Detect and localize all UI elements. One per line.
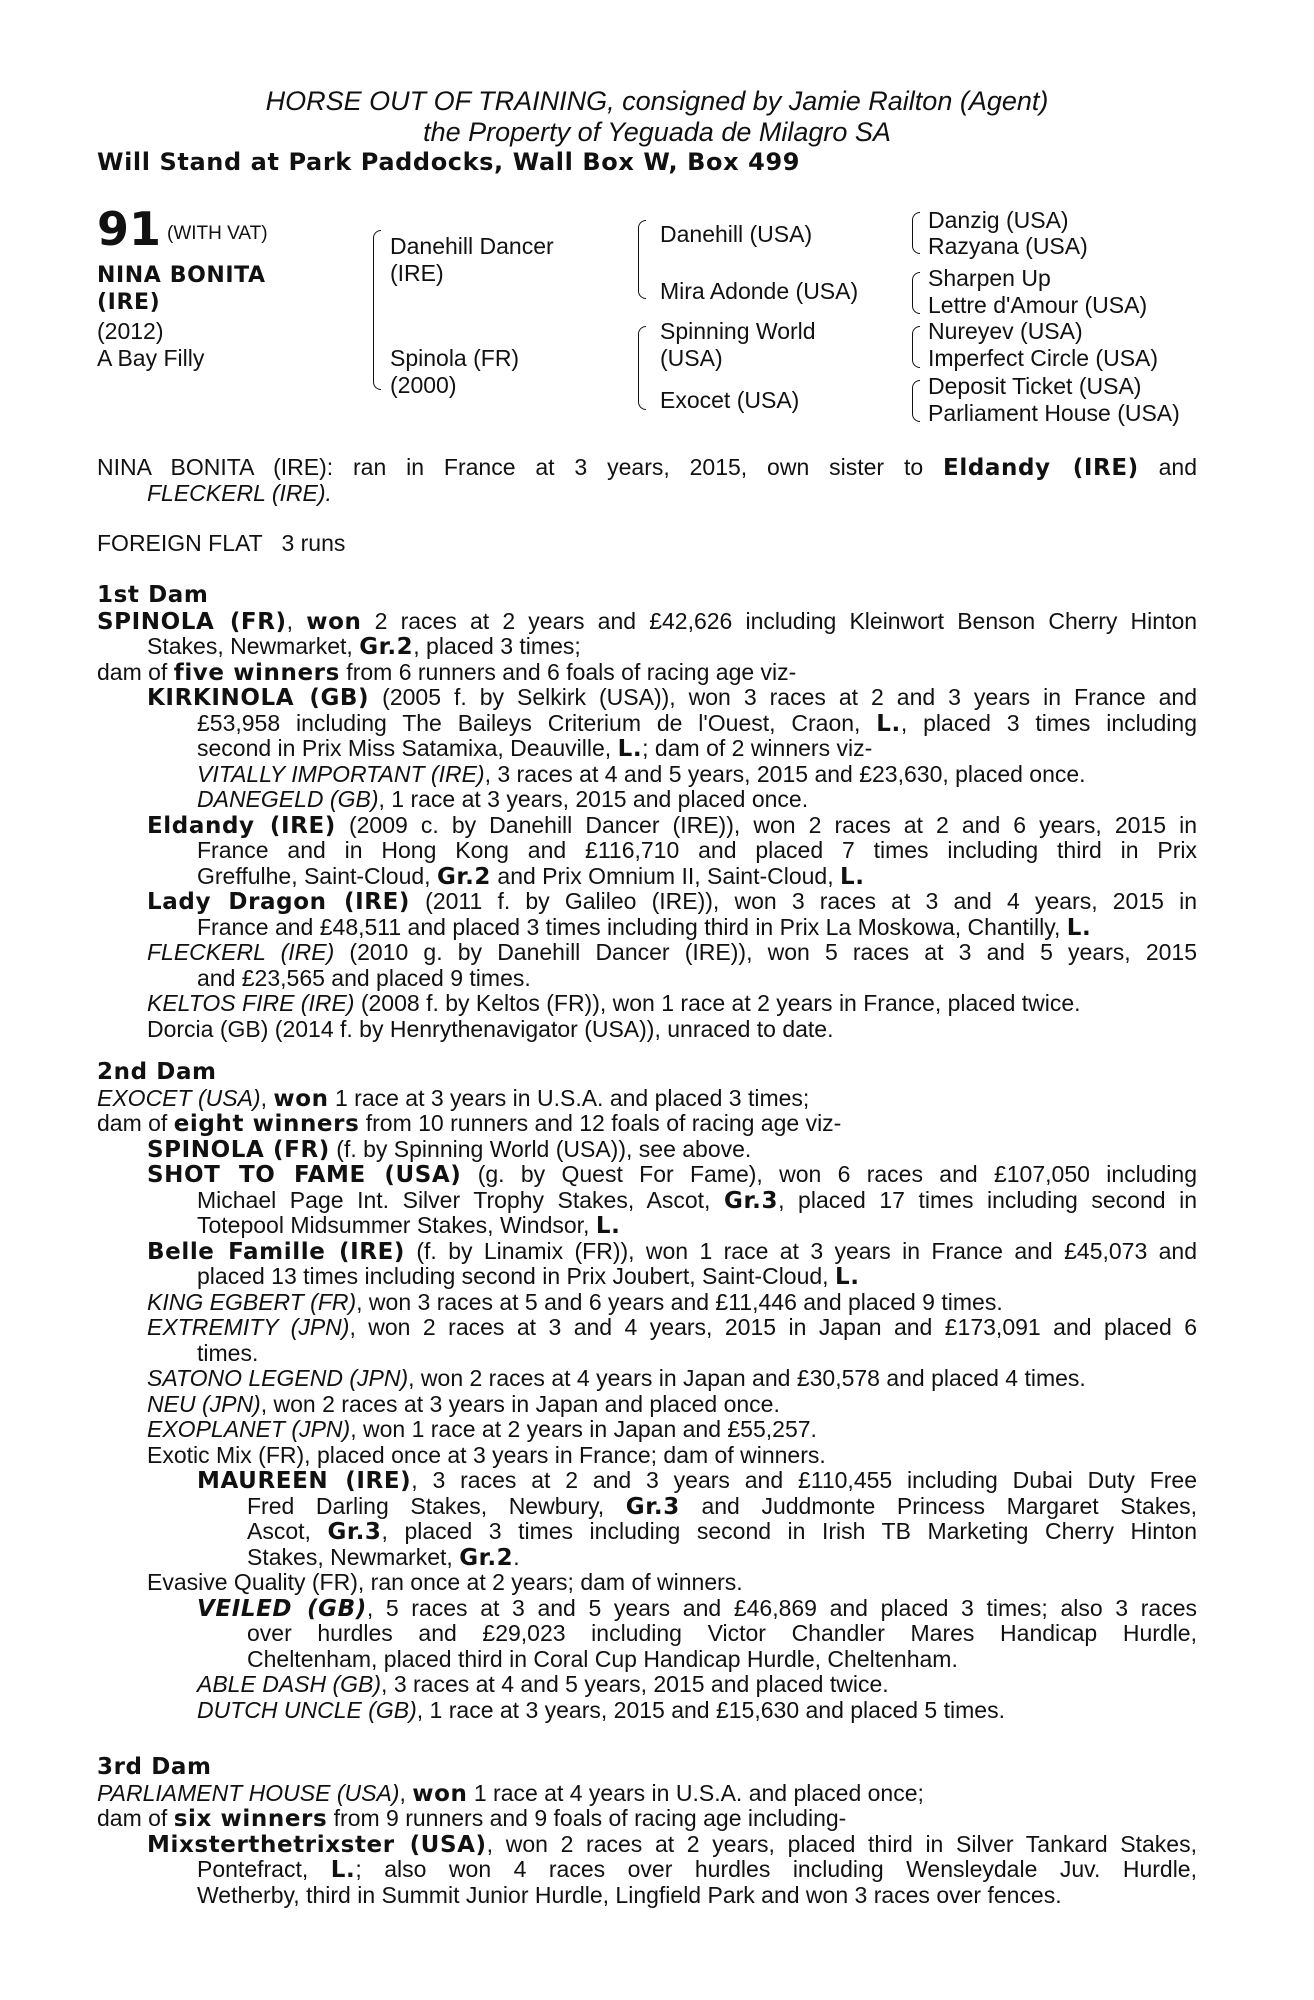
text: EXOPLANET (JPN) xyxy=(147,1416,351,1442)
text: dam of xyxy=(97,1805,174,1831)
text: (2005 f. by Selkirk (USA)), won 3 races at 2 and 3 years in France and xyxy=(369,684,1197,710)
sire-parents-bracket xyxy=(638,220,646,299)
text: , placed 17 times including second in xyxy=(778,1186,1197,1213)
gen3-bracket-1 xyxy=(912,212,920,254)
text: , won 2 races at 4 years in Japan and £30,578 and placed 4 times. xyxy=(408,1365,1086,1391)
text: from 10 runners and 12 foals of racing age viz- xyxy=(359,1110,842,1136)
text: (2011 f. by Galileo (IRE)), won 3 races at 3 and 4 years, 2015 in xyxy=(410,888,1197,914)
produce-lady-dragon-cont xyxy=(97,915,1197,941)
text: KELTOS FIRE (IRE) xyxy=(147,990,355,1016)
text: L. xyxy=(617,736,643,762)
text: L. xyxy=(834,1264,860,1290)
pedigree-dss: Nureyev (USA) xyxy=(928,318,1083,344)
produce-fleckerl xyxy=(97,940,1197,966)
text: Totepool Midsummer Stakes, Windsor, xyxy=(197,1212,596,1238)
text: won xyxy=(412,1780,468,1807)
text: , xyxy=(260,1084,274,1111)
produce-veiled xyxy=(97,1596,1197,1622)
text: , xyxy=(399,1779,413,1806)
text: VEILED (GB) xyxy=(197,1595,367,1622)
produce-evasive-quality: Evasive Quality (FR), ran once at 2 years; dam of winners. xyxy=(147,1569,743,1595)
produce-maureen-cont xyxy=(97,1494,1197,1520)
text: from 9 runners and 9 foals of racing age including- xyxy=(327,1805,847,1831)
text: Michael Page Int. Silver Trophy Stakes, Ascot, xyxy=(197,1186,724,1213)
text: Ascot, xyxy=(247,1518,328,1544)
second-dam-produce-intro xyxy=(97,1111,1197,1137)
vat-note: (WITH VAT) xyxy=(167,223,268,244)
text: second in Prix Miss Satamixa, Deauville, xyxy=(197,735,618,761)
text: eight winners xyxy=(173,1111,360,1137)
produce-dorcia: Dorcia (GB) (2014 f. by Henrythenavigator (USA)), unraced to date. xyxy=(147,1015,834,1042)
text: L. xyxy=(595,1213,621,1239)
produce-vitally-important xyxy=(97,762,1197,788)
summary-line-1 xyxy=(97,455,1197,481)
text: DUTCH UNCLE (GB) xyxy=(197,1696,417,1723)
text: won xyxy=(273,1085,329,1112)
text: £53,958 including The Baileys Criterium de l'Ouest, Craon, xyxy=(197,709,877,736)
text: VITALLY IMPORTANT (IRE) xyxy=(197,760,485,787)
text: 2 races at 2 years and £42,626 including Kleinwort Benson Cherry Hinton xyxy=(361,607,1198,634)
produce-mixsterthetrixster xyxy=(97,1832,1197,1858)
pedigree-dam-sire-1: Spinning World xyxy=(660,318,816,344)
text: DANEGELD (GB) xyxy=(197,786,379,812)
produce-king-egbert xyxy=(97,1290,1197,1316)
pedigree-sire-sire: Danehill (USA) xyxy=(660,221,813,247)
text: (2008 f. by Keltos (FR)), won 1 race at 2 years in France, placed twice. xyxy=(354,990,1081,1016)
text: Gr.2 xyxy=(359,634,414,660)
summary-and: and xyxy=(1158,454,1198,480)
gen3-bracket-3 xyxy=(912,326,920,368)
text: Gr.3 xyxy=(327,1519,382,1545)
text: L. xyxy=(876,710,901,737)
text: , xyxy=(286,607,307,634)
first-dam-produce-intro xyxy=(97,660,1197,686)
produce-mixsterthetrixster-cont xyxy=(97,1857,1197,1883)
produce-satono-legend xyxy=(97,1366,1197,1392)
produce-spinola xyxy=(97,1137,1197,1163)
text: , 3 races at 4 and 5 years, 2015 and £23,630, placed once. xyxy=(484,760,1086,787)
text: NEU (JPN) xyxy=(147,1390,261,1417)
produce-exotic-mix: Exotic Mix (FR), placed once at 3 years in France; dam of winners. xyxy=(147,1441,826,1468)
text: six winners xyxy=(173,1806,328,1832)
first-dam-section xyxy=(97,583,1197,1042)
pedigree-dam: Spinola (FR) xyxy=(390,345,520,371)
text: Eldandy (IRE) xyxy=(147,812,336,839)
first-dam-line xyxy=(97,609,1197,635)
text: L. xyxy=(1066,914,1092,941)
text: , placed 3 times including xyxy=(900,709,1197,736)
produce-kirkinola-cont xyxy=(97,711,1197,737)
text: 1 race at 4 years in U.S.A. and placed once; xyxy=(467,1779,924,1806)
produce-eldandy xyxy=(97,813,1197,839)
first-dam-line xyxy=(97,634,1197,660)
text: five winners xyxy=(173,659,340,686)
text: KING EGBERT (FR) xyxy=(147,1288,357,1315)
text: (2009 c. by Danehill Dancer (IRE)), won 2 races at 2 and 6 years, 2015 in xyxy=(335,811,1197,838)
text: 1 race at 3 years in U.S.A. and placed 3 times; xyxy=(328,1084,810,1111)
text: Mixsterthetrixster (USA) xyxy=(147,1831,487,1858)
text: SPINOLA (FR) xyxy=(147,1136,330,1163)
text: , won 1 race at 2 years in Japan and £55,257. xyxy=(350,1416,817,1442)
second-dam-heading: 2nd Dam xyxy=(97,1059,217,1085)
produce-shot-to-fame-cont xyxy=(97,1188,1197,1214)
produce-able-dash xyxy=(97,1672,1197,1698)
text: ABLE DASH (GB) xyxy=(197,1671,382,1697)
third-dam-name: PARLIAMENT HOUSE (USA) xyxy=(97,1779,400,1806)
sire-dam-bracket xyxy=(373,230,381,390)
produce-exoplanet xyxy=(97,1417,1197,1443)
pedigree-sss: Danzig (USA) xyxy=(928,207,1069,233)
text: . xyxy=(513,1543,520,1570)
summary-text: NINA BONITA (IRE): ran in France at 3 years, 2015, own sister to xyxy=(97,454,924,480)
produce-eldandy-cont: France and in Hong Kong and £116,710 and placed 7 times including third in Prix xyxy=(197,837,1197,863)
text: , won 2 races at 3 and 4 years, 2015 in Japan and £173,091 and placed 6 xyxy=(349,1314,1197,1340)
pedigree-sire-dam: Mira Adonde (USA) xyxy=(660,278,859,304)
summary-line-2: FLECKERL (IRE). xyxy=(147,479,332,506)
text: SHOT TO FAME (USA) xyxy=(147,1162,462,1188)
text: Fred Darling Stakes, Newbury, xyxy=(247,1492,626,1519)
text: (g. by Quest For Fame), won 6 races and £107,050 including xyxy=(461,1161,1197,1187)
lot-number-block xyxy=(97,202,268,256)
produce-kirkinola xyxy=(97,685,1197,711)
text: L. xyxy=(330,1857,356,1883)
text: Lady Dragon (IRE) xyxy=(147,889,410,915)
third-dam-heading: 3rd Dam xyxy=(97,1754,212,1780)
text: KIRKINOLA (GB) xyxy=(147,685,370,711)
text: (f. by Spinning World (USA)), see above. xyxy=(329,1135,752,1162)
text: placed 13 times including second in Prix Joubert, Saint-Cloud, xyxy=(197,1263,835,1289)
produce-veiled-cont: Cheltenham, placed third in Coral Cup Handicap Hurdle, Cheltenham. xyxy=(247,1645,958,1672)
produce-keltos-fire xyxy=(97,991,1197,1017)
produce-extremity xyxy=(97,1315,1197,1341)
text: Gr.2 xyxy=(436,863,492,890)
text: , 1 race at 3 years, 2015 and £15,630 and placed 5 times. xyxy=(416,1696,1005,1723)
third-dam-line xyxy=(97,1781,1197,1807)
pedigree-dds: Deposit Ticket (USA) xyxy=(928,373,1142,399)
produce-shot-to-fame xyxy=(97,1162,1197,1188)
gen3-bracket-4 xyxy=(912,380,920,422)
produce-extremity-cont: times. xyxy=(197,1339,259,1366)
horse-name-line1: NINA BONITA xyxy=(97,263,266,288)
text: dam of xyxy=(97,1110,174,1136)
horse-meta xyxy=(97,318,204,372)
third-dam-section xyxy=(97,1755,1197,1908)
third-dam-produce-intro xyxy=(97,1806,1197,1832)
text: and Prix Omnium II, Saint-Cloud, xyxy=(491,862,840,889)
produce-shot-to-fame-cont xyxy=(97,1213,1197,1239)
pedigree-dam-year: (2000) xyxy=(390,372,457,398)
foaling-year: (2012) xyxy=(97,318,164,344)
text: , 3 races at 4 and 5 years, 2015 and placed twice. xyxy=(381,1671,889,1697)
pedigree-ssd: Razyana (USA) xyxy=(928,233,1088,259)
text: , won 2 races at 3 years in Japan and placed once. xyxy=(260,1390,780,1417)
produce-kirkinola-cont xyxy=(97,736,1197,762)
text: MAUREEN (IRE) xyxy=(197,1468,412,1494)
pedigree-ddd: Parliament House (USA) xyxy=(928,400,1180,426)
pedigree-dam-dam: Exocet (USA) xyxy=(660,387,800,413)
text: Greffulhe, Saint-Cloud, xyxy=(197,862,437,889)
text: , 1 race at 3 years, 2015 and placed once. xyxy=(378,786,809,812)
pedigree-sire-country: (IRE) xyxy=(390,260,444,286)
second-dam-section xyxy=(97,1060,1197,1723)
text: SATONO LEGEND (JPN) xyxy=(147,1365,409,1391)
produce-eldandy-cont xyxy=(97,864,1197,890)
text: EXTREMITY (JPN) xyxy=(147,1314,350,1340)
text: , 3 races at 2 and 3 years and £110,455 including Dubai Duty Free xyxy=(411,1467,1197,1493)
produce-maureen-cont xyxy=(97,1519,1197,1545)
dam-parents-bracket xyxy=(638,326,646,410)
text: ; also won 4 races over hurdles including Wensleydale Juv. Hurdle, xyxy=(355,1856,1197,1882)
text: , won 2 races at 2 years, placed third in Silver Tankard Stakes, xyxy=(486,1830,1197,1857)
produce-danegeld xyxy=(97,787,1197,813)
pedigree-sire: Danehill Dancer xyxy=(390,233,554,259)
lot-number: 91 xyxy=(97,202,162,256)
horse-name-line2: (IRE) xyxy=(97,290,161,315)
pedigree-dam-sire-2: (USA) xyxy=(660,345,723,371)
first-dam-name: SPINOLA (FR) xyxy=(97,608,287,635)
produce-lady-dragon xyxy=(97,889,1197,915)
produce-mixsterthetrixster-cont: Wetherby, third in Summit Junior Hurdle, Lingfield Park and won 3 races over fences. xyxy=(197,1881,1062,1908)
text: from 6 runners and 6 foals of racing age viz- xyxy=(339,658,797,685)
produce-belle-famille xyxy=(97,1239,1197,1265)
pedigree-sdd: Lettre d'Amour (USA) xyxy=(928,292,1148,318)
text: Gr.2 xyxy=(459,1544,514,1571)
text: and Juddmonte Princess Margaret Stakes, xyxy=(679,1492,1198,1519)
summary-sibling: Eldandy (IRE) xyxy=(943,455,1139,481)
text: , won 3 races at 5 and 6 years and £11,446 and placed 9 times. xyxy=(356,1288,1003,1315)
first-dam-heading: 1st Dam xyxy=(97,582,209,608)
produce-maureen-cont xyxy=(97,1545,1197,1571)
produce-belle-famille-cont xyxy=(97,1264,1197,1290)
text: France and £48,511 and placed 3 times including third in Prix La Moskowa, Chantilly, xyxy=(197,913,1067,940)
second-dam-line xyxy=(97,1086,1197,1112)
text: ; dam of 2 winners viz- xyxy=(642,735,873,761)
pedigree-sds: Sharpen Up xyxy=(928,265,1051,291)
property-line: the Property of Yeguada de Milagro SA xyxy=(423,117,891,147)
pedigree-dsd: Imperfect Circle (USA) xyxy=(928,345,1159,371)
produce-veiled-cont: over hurdles and £29,023 including Victor Chandler Mares Handicap Hurdle, xyxy=(247,1620,1197,1646)
text: Belle Famille (IRE) xyxy=(147,1238,405,1265)
produce-neu xyxy=(97,1392,1197,1418)
text: Gr.3 xyxy=(625,1493,680,1520)
foreign-flat-runs: FOREIGN FLAT 3 runs xyxy=(97,530,346,556)
text: L. xyxy=(840,863,865,890)
text: (2010 g. by Danehill Dancer (IRE)), won 5 races at 3 and 5 years, 2015 xyxy=(334,939,1197,965)
text: , placed 3 times; xyxy=(413,633,581,659)
text: Stakes, Newmarket, xyxy=(247,1543,460,1570)
summary xyxy=(97,455,1197,557)
produce-fleckerl-cont: and £23,565 and placed 9 times. xyxy=(197,964,531,991)
horse-description: A Bay Filly xyxy=(97,345,205,371)
text: , 5 races at 3 and 5 years and £46,869 and placed 3 times; also 3 races xyxy=(366,1594,1197,1621)
text: , placed 3 times including second in Irish TB Marketing Cherry Hinton xyxy=(381,1518,1197,1544)
text: dam of xyxy=(97,658,174,685)
text: Stakes, Newmarket, xyxy=(147,633,360,659)
text: won xyxy=(306,608,362,635)
gen3-bracket-2 xyxy=(912,272,920,314)
second-dam-name: EXOCET (USA) xyxy=(97,1084,261,1111)
produce-maureen xyxy=(97,1468,1197,1494)
text: FLECKERL (IRE) xyxy=(147,939,335,965)
text: Pontefract, xyxy=(197,1856,331,1882)
produce-dutch-uncle xyxy=(97,1698,1197,1724)
text: (f. by Linamix (FR)), won 1 race at 3 years in France and £45,073 and xyxy=(405,1237,1197,1264)
location-line: Will Stand at Park Paddocks, Wall Box W, Box 499 xyxy=(97,148,801,176)
horse-name xyxy=(97,262,266,316)
consignor-line: HORSE OUT OF TRAINING, consigned by Jamie Railton (Agent) xyxy=(265,86,1049,116)
text: Gr.3 xyxy=(724,1187,779,1214)
